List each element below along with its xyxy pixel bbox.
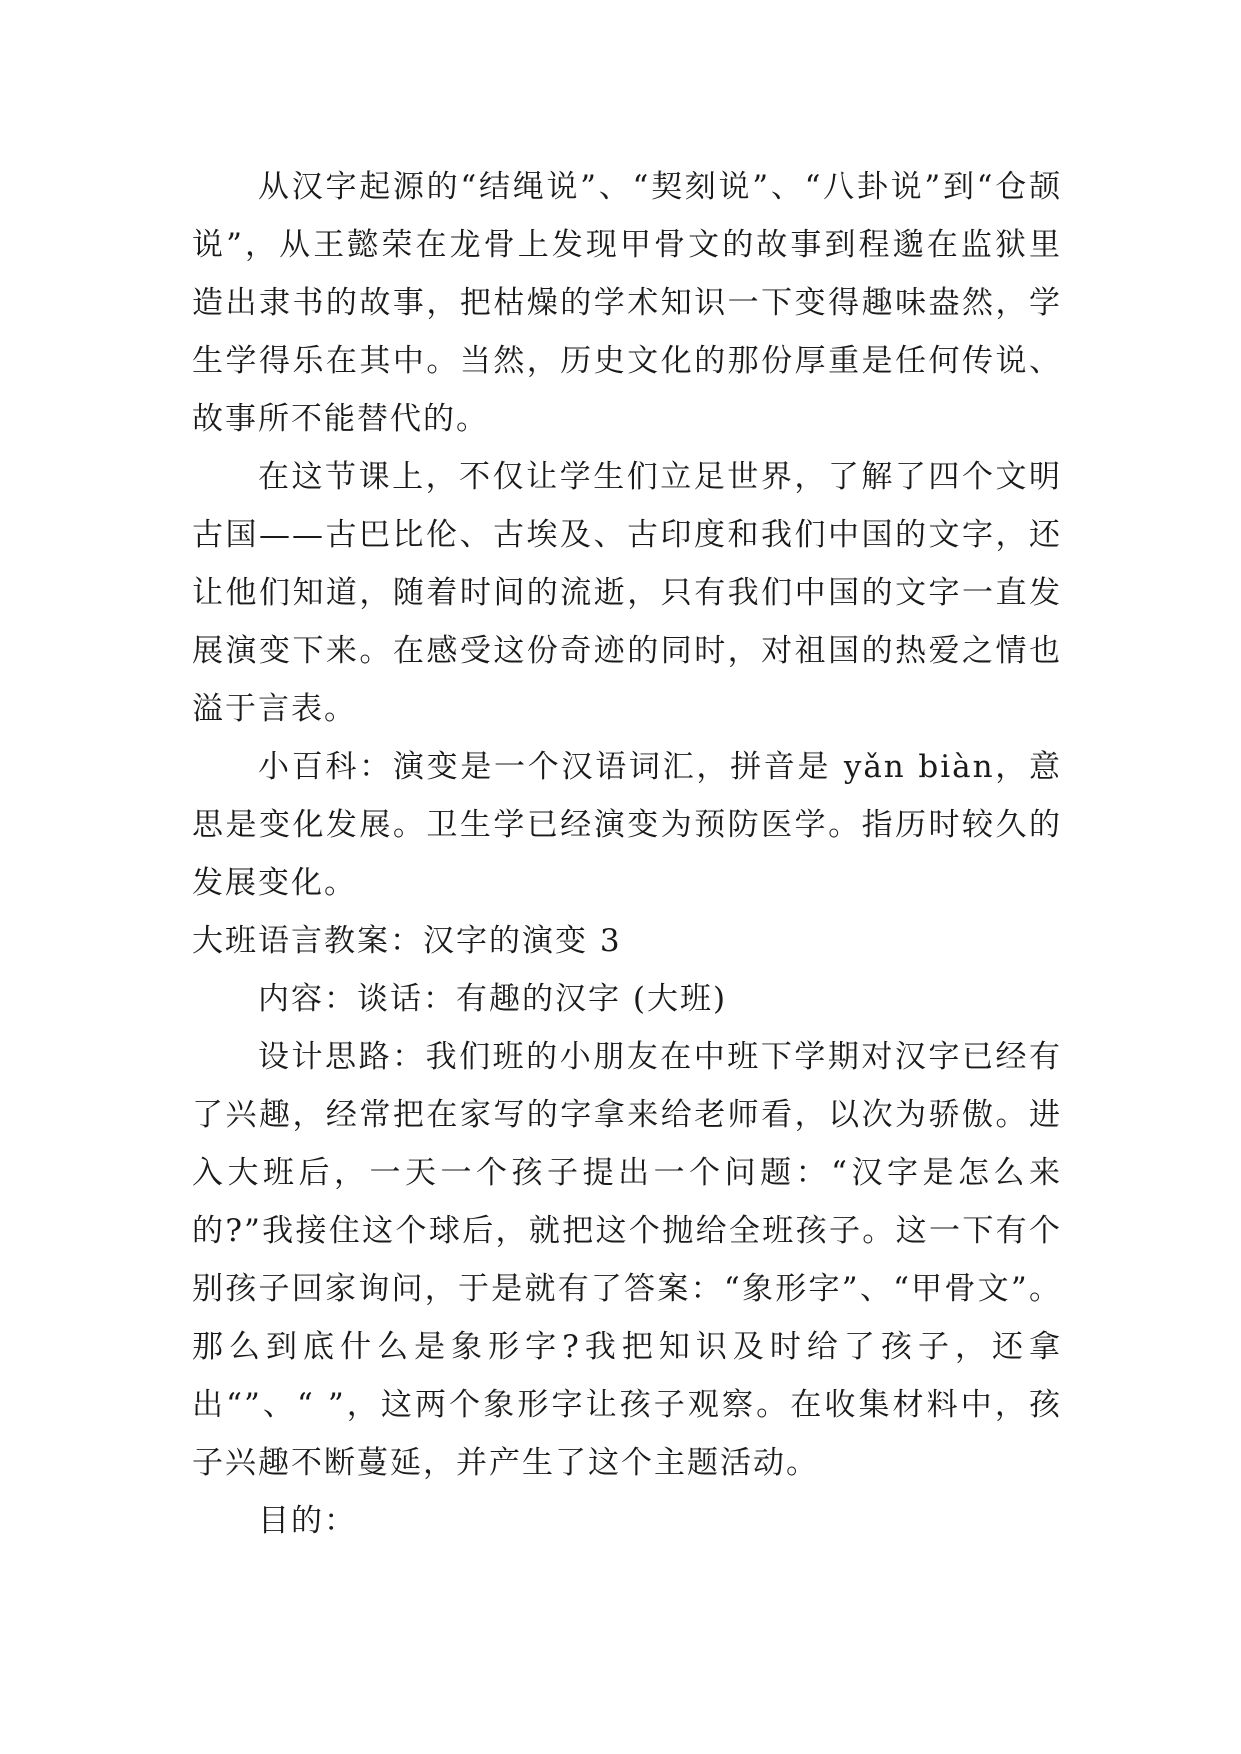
paragraph-content: 内容：谈话：有趣的汉字 (大班) — [258, 981, 728, 1017]
paragraph-hanzi-origin-stories: 从汉字起源的“结绳说”、“契刻说”、“八卦说”到“仓颉说”，从王懿荣在龙骨上发现甲骨文的故事到程邈在监狱里造出隶书的故事，把枯燥的学术知识一下变得趣味盎然，学生学得乐在其中。当然，历史文化的那份厚重是任何传说、故事所不能替代的。 — [192, 169, 1062, 437]
paragraph-ancient-civilizations: 在这节课上，不仅让学生们立足世界，了解了四个文明古国——古巴比伦、古埃及、古印度和我们中国的文字，还让他们知道，随着时间的流逝，只有我们中国的文字一直发展演变下来。在感受这份奇迹的同时，对祖国的热爱之情也溢于言表。 — [192, 459, 1062, 727]
paragraph-design-idea: 设计思路：我们班的小朋友在中班下学期对汉字已经有了兴趣，经常把在家写的字拿来给老师看，以次为骄傲。进入大班后，一天一个孩子提出一个问题：“汉字是怎么来的?”我接住这个球后，就把这个抛给全班孩子。这一下有个别孩子回家询问，于是就有了答案：“象形字”、“甲骨文”。那么到底什么是象形字?我把知识及时给了孩子，还拿出“”、“ ”，这两个象形字让孩子观察。在收集材料中，孩子兴趣不断蔓延，并产生了这个主题活动。 — [192, 1039, 1062, 1481]
document-body — [192, 158, 1062, 1550]
section-heading: 大班语言教案：汉字的演变 3 — [192, 923, 622, 959]
paragraph-encyclopedia-note: 小百科：演变是一个汉语词汇，拼音是 yǎn biàn，意思是变化发展。卫生学已经演变为预防医学。指历时较久的发展变化。 — [192, 749, 1062, 901]
paragraph-purpose-label: 目的： — [258, 1503, 357, 1539]
